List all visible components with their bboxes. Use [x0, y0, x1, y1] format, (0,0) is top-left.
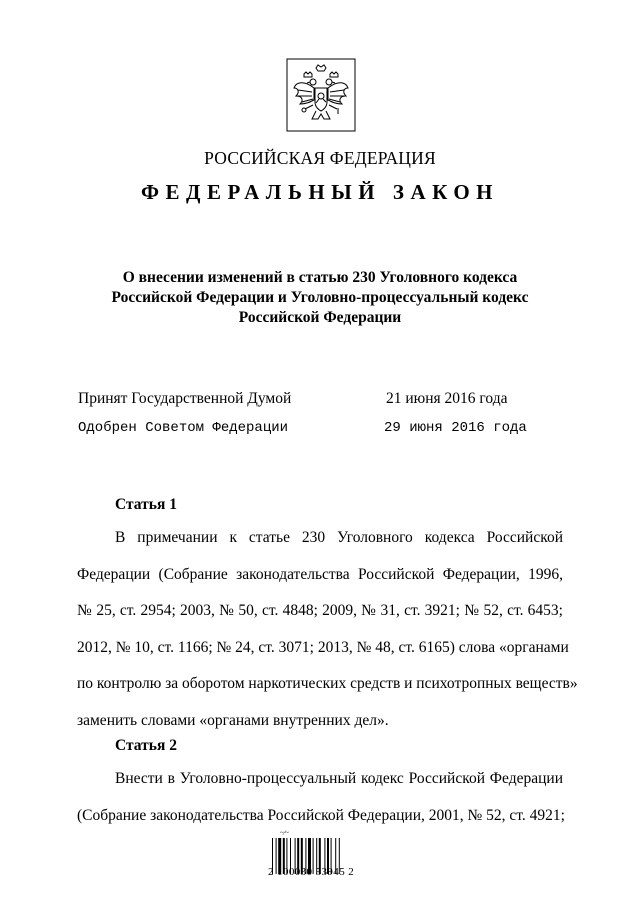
article-1-line: по контролю за оборотом наркотических средств и психотропных веществ»	[77, 675, 578, 692]
article-1-line: заменить словами «органами внутренних дел».	[77, 711, 389, 729]
article-2-line: Внести в Уголовно-процессуальный кодекс Российской Федерации	[115, 770, 563, 787]
article-1-heading: Статья 1	[115, 496, 177, 513]
law-title-line: Российской Федерации	[238, 309, 402, 326]
council-approval-date: 29 июня 2016 года	[384, 420, 527, 436]
council-approval-label: Одобрен Советом Федерации	[78, 420, 289, 436]
article-2-line: (Собрание законодательства Российской Федерации, 2001, № 52, ст. 4921;	[77, 806, 565, 824]
article-1-line: № 25, ст. 2954; 2003, № 50, ст. 4848; 2009, № 31, ст. 3921; № 52, ст. 6453;	[77, 602, 563, 619]
article-1-line: В примечании к статье 230 Уголовного кодекса Российской	[115, 529, 563, 546]
law-title-line: О внесении изменений в статью 230 Уголовного кодекса	[122, 269, 518, 286]
article-1-line: 2012, № 10, ст. 1166; № 24, ст. 3071; 2013, № 48, ст. 6165) слова «органами	[77, 638, 569, 656]
duma-adoption-date: 21 июня 2016 года	[386, 390, 508, 407]
article-1-line: Федерации (Собрание законодательства Российской Федерации, 1996,	[77, 565, 563, 583]
duma-adoption-label: Принят Государственной Думой	[78, 390, 292, 407]
country-name: РОССИЙСКАЯ ФЕДЕРАЦИЯ	[204, 148, 436, 168]
registration-mark: ~∕~	[280, 829, 289, 837]
law-title	[0, 268, 640, 328]
law-title-line: Российской Федерации и Уголовно-процессуальный кодекс	[111, 289, 529, 306]
barcode-number: 2 100030 53945 2	[268, 866, 355, 878]
document-type: ФЕДЕРАЛЬНЫЙ ЗАКОН	[141, 180, 499, 204]
article-1-text	[77, 520, 578, 739]
article-2-heading: Статья 2	[115, 737, 177, 754]
russian-coat-of-arms-icon	[286, 58, 356, 132]
article-2-text	[77, 761, 563, 834]
